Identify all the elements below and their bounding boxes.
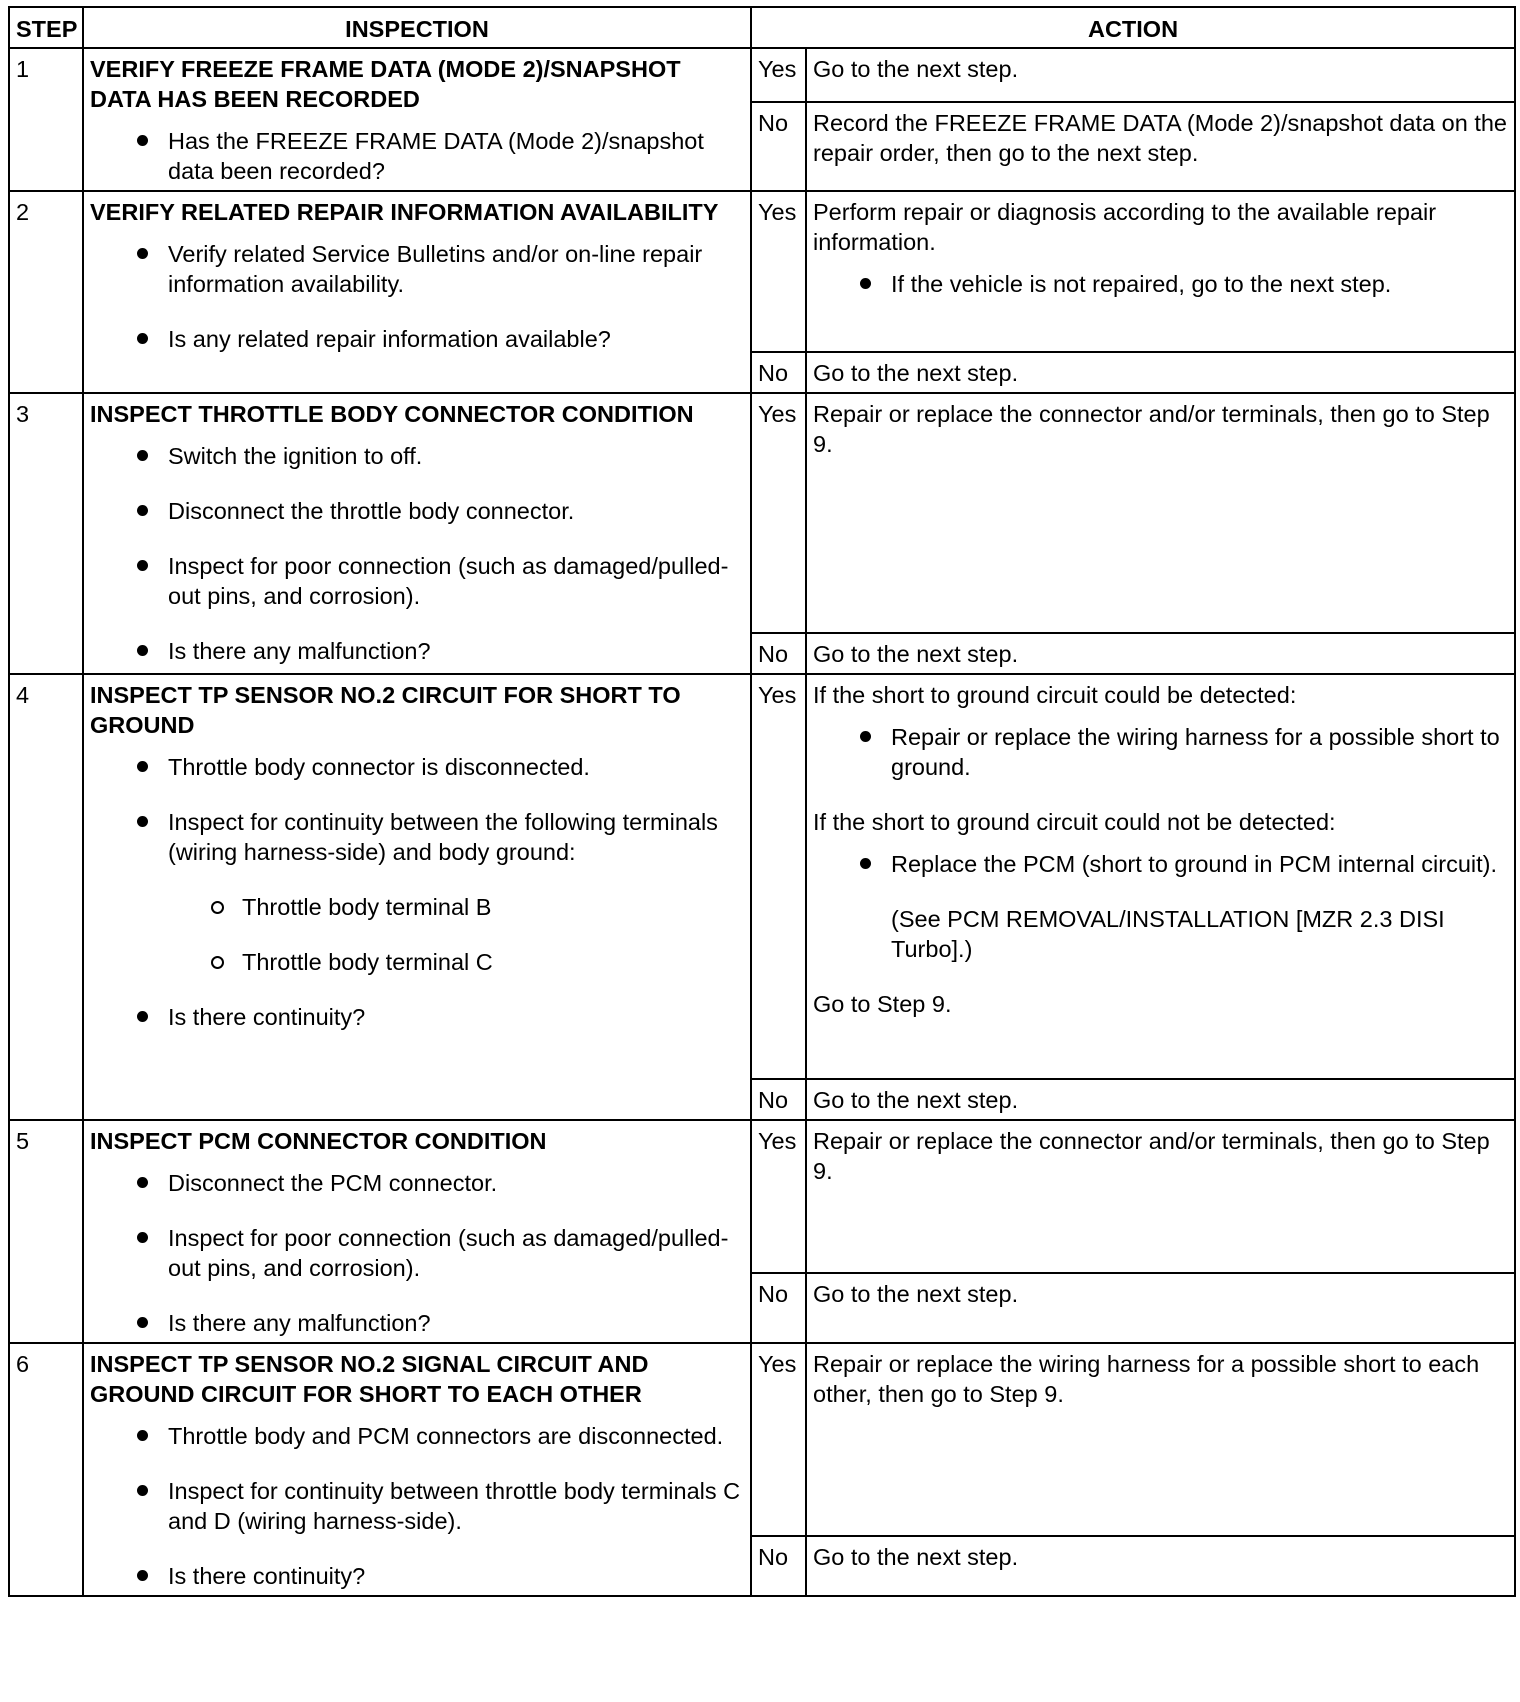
inspection-cell <box>83 1120 751 1343</box>
step-title: VERIFY FREEZE FRAME DATA (MODE 2)/SNAPSHOT DATA HAS BEEN RECORDED <box>90 56 681 112</box>
yes-action-cell <box>806 674 1515 1079</box>
yes-action: Repair or replace the connector and/or terminals, then go to Step 9. <box>806 393 1515 633</box>
step-row-4 <box>9 674 1515 1079</box>
step-title: VERIFY RELATED REPAIR INFORMATION AVAILABILITY <box>90 199 719 225</box>
step-row-2 <box>9 191 1515 352</box>
step-number: 4 <box>9 674 83 1120</box>
inspection-cell <box>83 674 751 1120</box>
yes-label: Yes <box>751 674 806 1079</box>
no-label: No <box>751 1079 806 1120</box>
inspection-cell <box>83 1343 751 1596</box>
yes-action: Go to the next step. <box>806 48 1515 102</box>
yes-action: Repair or replace the connector and/or terminals, then go to Step 9. <box>806 1120 1515 1273</box>
step-number: 2 <box>9 191 83 393</box>
bullet-item: Inspect for poor connection (such as damaged/pulled-out pins, and corrosion). <box>168 1223 744 1283</box>
no-action: Go to the next step. <box>806 1536 1515 1596</box>
diagnostic-procedure-table <box>8 6 1516 1597</box>
step-number: 1 <box>9 48 83 191</box>
action-bullet-list <box>813 849 1508 879</box>
action-bullet-item: Replace the PCM (short to ground in PCM internal circuit). <box>891 849 1508 879</box>
yes-label: Yes <box>751 1120 806 1273</box>
sub-bullet-list <box>168 892 744 977</box>
bullet-item: Throttle body and PCM connectors are disconnected. <box>168 1421 744 1451</box>
no-action: Go to the next step. <box>806 1079 1515 1120</box>
bullet-item <box>168 807 744 977</box>
step-number: 6 <box>9 1343 83 1596</box>
step-title: INSPECT PCM CONNECTOR CONDITION <box>90 1128 547 1154</box>
no-label: No <box>751 352 806 393</box>
yes-action: Perform repair or diagnosis according to the available repair information. <box>813 199 1437 255</box>
yes-label: Yes <box>751 1343 806 1536</box>
yes-label: Yes <box>751 393 806 633</box>
no-label: No <box>751 633 806 674</box>
sub-bullet-item: Throttle body terminal B <box>242 892 744 922</box>
yes-action-goto: Go to Step 9. <box>813 991 952 1017</box>
step-title: INSPECT TP SENSOR NO.2 CIRCUIT FOR SHORT TO GROUND <box>90 682 681 738</box>
bullet-list <box>90 441 744 666</box>
inspection-cell <box>83 393 751 674</box>
header-step: STEP <box>9 7 83 48</box>
no-action: Go to the next step. <box>806 633 1515 674</box>
no-action: Go to the next step. <box>806 1273 1515 1343</box>
action-bullet-item: If the vehicle is not repaired, go to the next step. <box>891 269 1508 299</box>
bullet-item: Is there any malfunction? <box>168 1308 744 1338</box>
bullet-list <box>90 1168 744 1338</box>
step-number: 5 <box>9 1120 83 1343</box>
action-bullet-list <box>813 269 1508 299</box>
no-label: No <box>751 1536 806 1596</box>
bullet-list <box>90 752 744 1032</box>
inspection-cell <box>83 48 751 191</box>
step-row-6 <box>9 1343 1515 1536</box>
bullet-text: Inspect for continuity between the following terminals (wiring harness-side) and body ground: <box>168 809 718 865</box>
action-bullet-item: Repair or replace the wiring harness for a possible short to ground. <box>891 722 1508 782</box>
step-number: 3 <box>9 393 83 674</box>
bullet-item: Is there continuity? <box>168 1002 744 1032</box>
step-row-1 <box>9 48 1515 102</box>
yes-label: Yes <box>751 48 806 102</box>
action-bullet-list <box>813 722 1508 782</box>
bullet-item: Is there continuity? <box>168 1561 744 1591</box>
yes-action-detected: If the short to ground circuit could be detected: <box>813 682 1297 708</box>
bullet-list <box>90 239 744 354</box>
reference-note: (See PCM REMOVAL/INSTALLATION [MZR 2.3 DISI Turbo].) <box>891 906 1445 962</box>
bullet-item: Switch the ignition to off. <box>168 441 744 471</box>
bullet-item: Disconnect the PCM connector. <box>168 1168 744 1198</box>
bullet-item: Inspect for poor connection (such as damaged/pulled-out pins, and corrosion). <box>168 551 744 611</box>
sub-bullet-item: Throttle body terminal C <box>242 947 744 977</box>
step-row-3 <box>9 393 1515 633</box>
step-row-5 <box>9 1120 1515 1273</box>
no-label: No <box>751 102 806 191</box>
bullet-item: Is any related repair information available? <box>168 324 744 354</box>
yes-action-not-detected: If the short to ground circuit could not be detected: <box>813 809 1336 835</box>
bullet-item: Inspect for continuity between throttle body terminals C and D (wiring harness-side). <box>168 1476 744 1536</box>
header-action: ACTION <box>751 7 1515 48</box>
step-title: INSPECT TP SENSOR NO.2 SIGNAL CIRCUIT AND GROUND CIRCUIT FOR SHORT TO EACH OTHER <box>90 1351 649 1407</box>
no-action: Go to the next step. <box>806 352 1515 393</box>
bullet-list <box>90 1421 744 1591</box>
bullet-list <box>90 126 744 186</box>
bullet-item: Verify related Service Bulletins and/or on-line repair information availability. <box>168 239 744 299</box>
bullet-item: Has the FREEZE FRAME DATA (Mode 2)/snapshot data been recorded? <box>168 126 744 186</box>
bullet-item: Is there any malfunction? <box>168 636 744 666</box>
step-title: INSPECT THROTTLE BODY CONNECTOR CONDITION <box>90 401 694 427</box>
bullet-item: Disconnect the throttle body connector. <box>168 496 744 526</box>
bullet-item: Throttle body connector is disconnected. <box>168 752 744 782</box>
yes-label: Yes <box>751 191 806 352</box>
header-inspection: INSPECTION <box>83 7 751 48</box>
no-label: No <box>751 1273 806 1343</box>
header-row <box>9 7 1515 48</box>
no-action: Record the FREEZE FRAME DATA (Mode 2)/snapshot data on the repair order, then go to the next step. <box>806 102 1515 191</box>
yes-action: Repair or replace the wiring harness for a possible short to each other, then go to Step 9. <box>806 1343 1515 1536</box>
yes-action-cell <box>806 191 1515 352</box>
inspection-cell <box>83 191 751 393</box>
